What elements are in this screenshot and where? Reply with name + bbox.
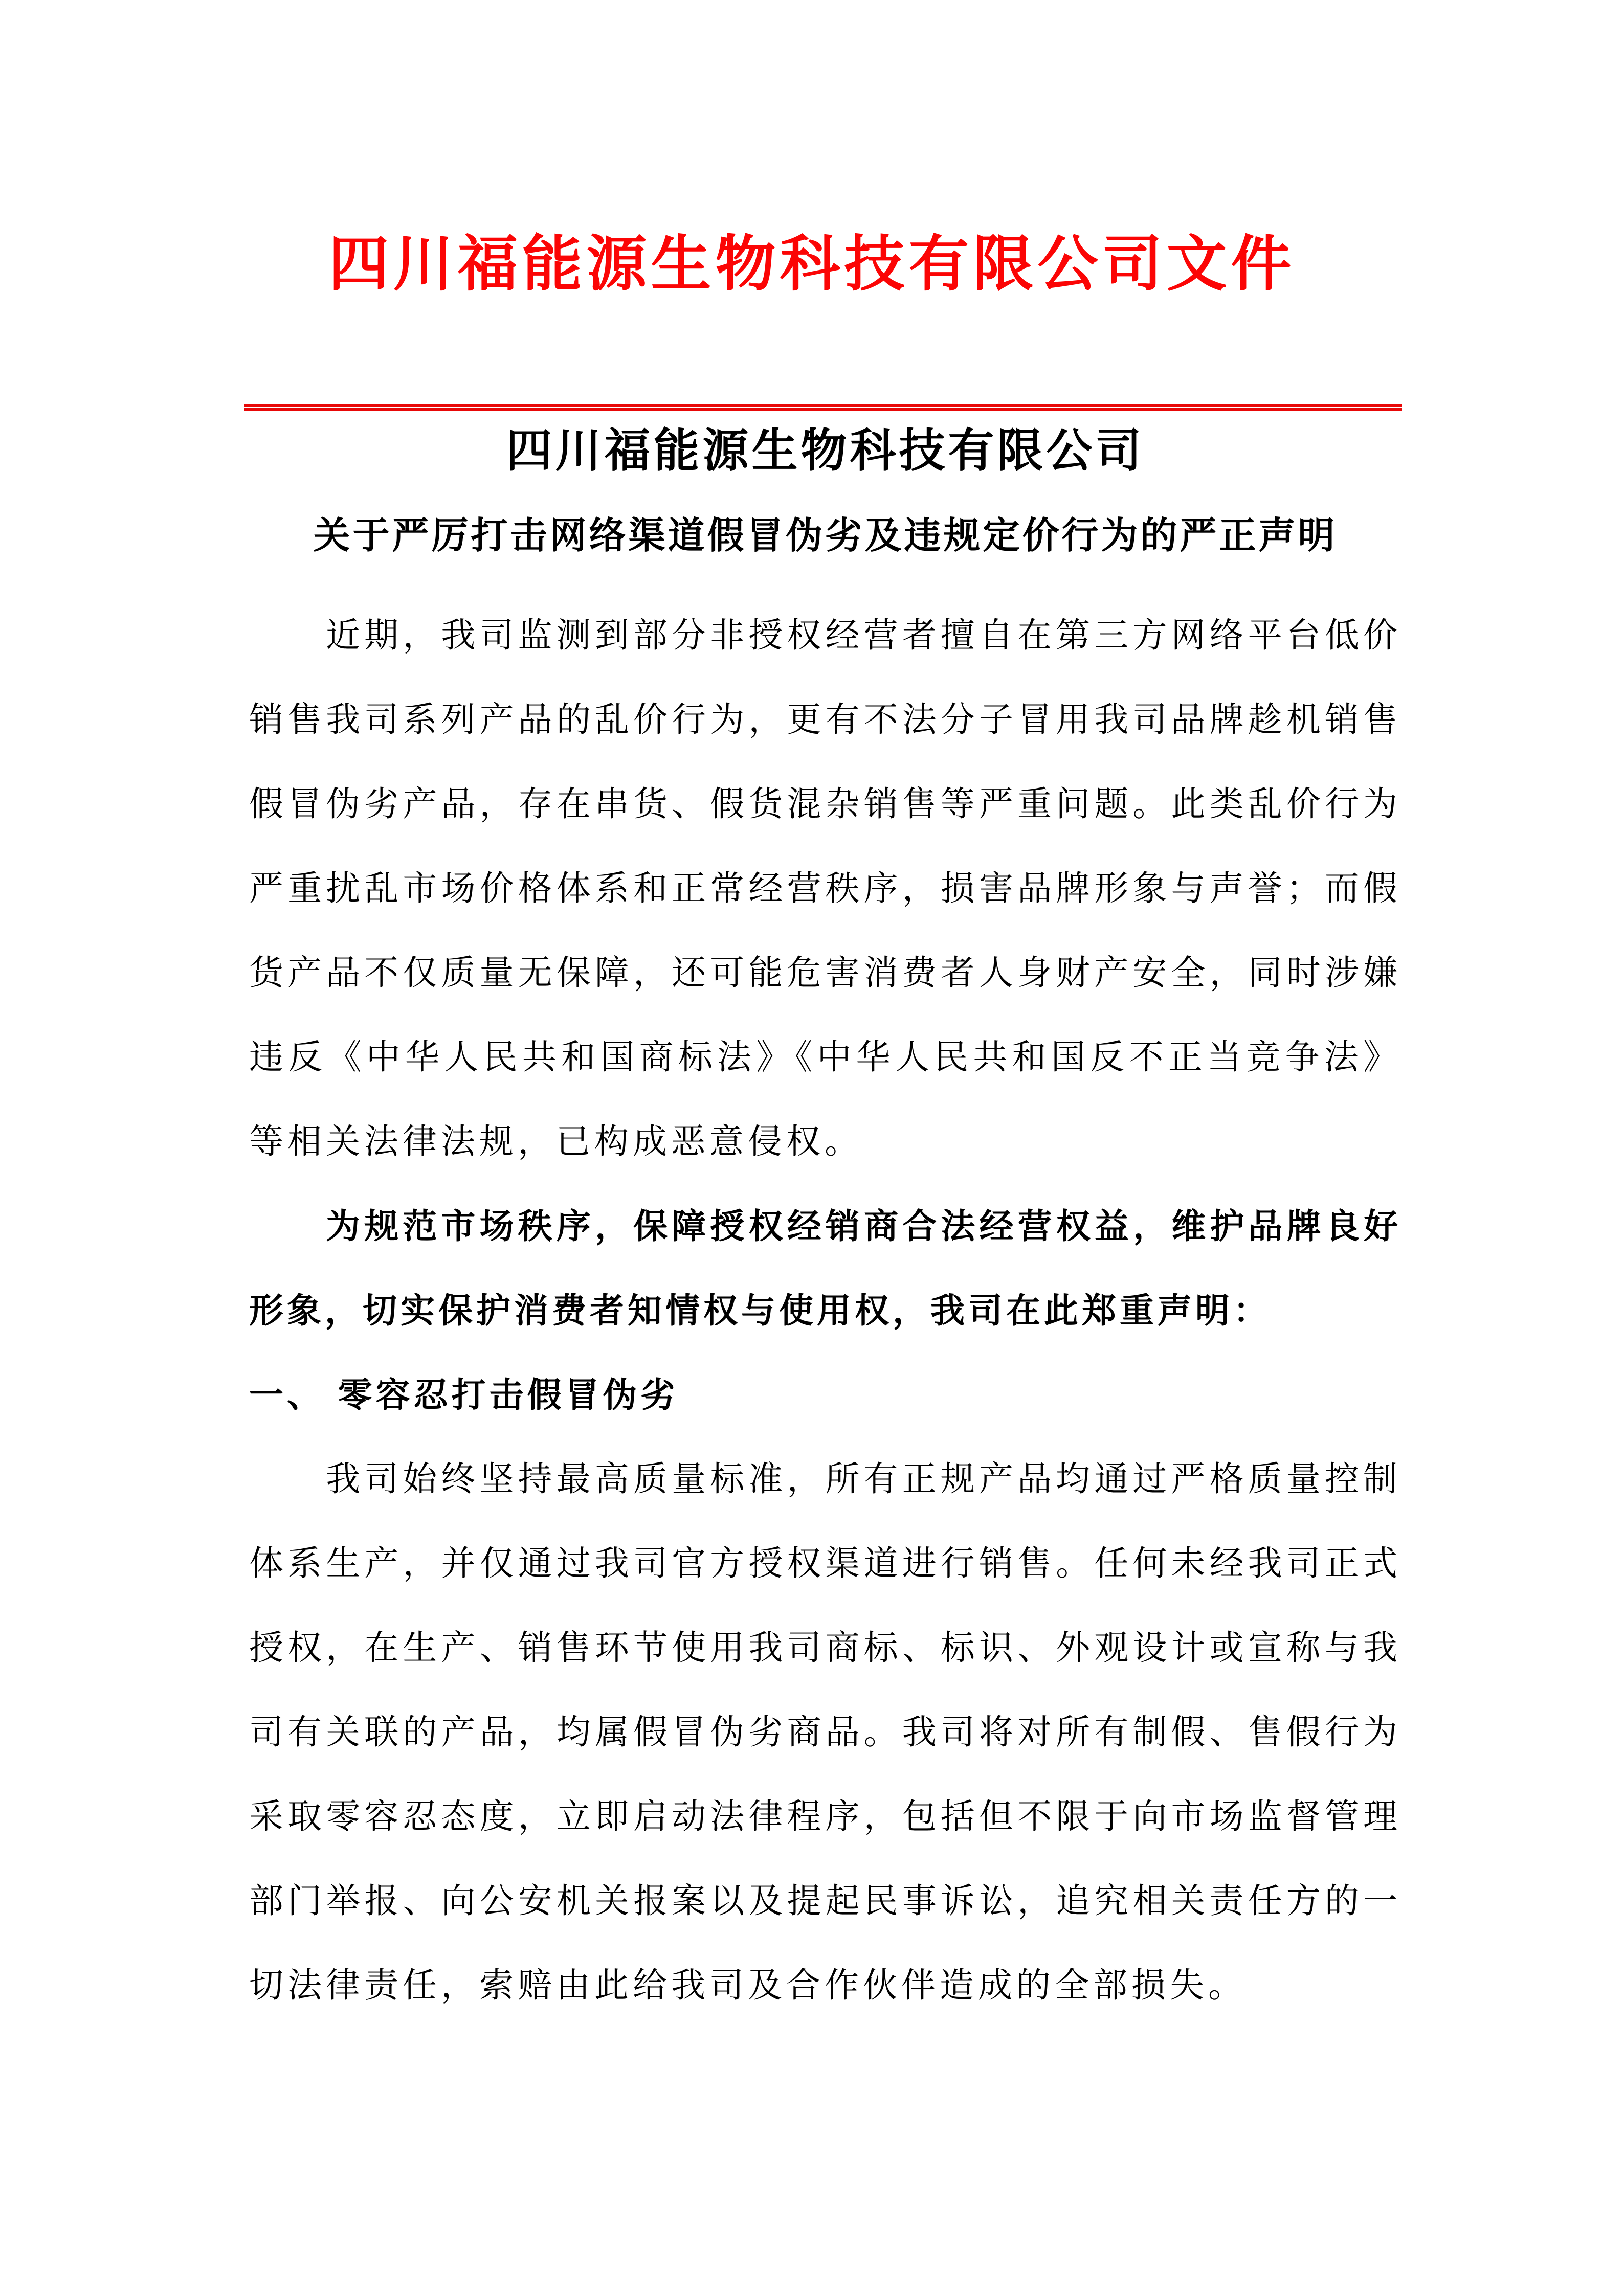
- statement-subtitle: 关于严厉打击网络渠道假冒伪劣及违规定价行为的严正声明: [313, 515, 1338, 556]
- body-line: 假冒伪劣产品，存在串货、假货混杂销售等严重问题。此类乱价行为: [249, 785, 1401, 823]
- document-content: [249, 426, 1401, 2028]
- body-line: 部门举报、向公安机关报案以及提起民事诉讼，追究相关责任方的一: [249, 1882, 1401, 1920]
- body-line: 我司始终坚持最高质量标准，所有正规产品均通过严格质量控制: [326, 1460, 1401, 1498]
- body-line-bold: 形象，切实保护消费者知情权与使用权，我司在此郑重声明：: [249, 1292, 1271, 1330]
- section-heading: 一、 零容忍打击假冒伪劣: [249, 1376, 679, 1414]
- body-line: 严重扰乱市场价格体系和正常经营秩序，损害品牌形象与声誉；而假: [249, 870, 1401, 908]
- body-line: 近期，我司监测到部分非授权经营者擅自在第三方网络平台低价: [326, 617, 1401, 655]
- body-line: 货产品不仅质量无保障，还可能危害消费者人身财产安全，同时涉嫌: [249, 954, 1401, 992]
- red-double-rule: [244, 404, 1402, 411]
- body-line: 等相关法律法规，已构成恶意侵权。: [249, 1123, 863, 1161]
- body-line: 切法律责任，索赔由此给我司及合作伙伴造成的全部损失。: [249, 1967, 1247, 2005]
- statement-body: [249, 594, 1401, 2028]
- body-line: 销售我司系列产品的乱价行为，更有不法分子冒用我司品牌趁机销售: [249, 701, 1401, 739]
- body-line-bold: 为规范市场秩序，保障授权经销商合法经营权益，维护品牌良好: [326, 1207, 1401, 1246]
- body-line: 授权，在生产、销售环节使用我司商标、标识、外观设计或宣称与我: [249, 1629, 1401, 1667]
- document-red-title: 四川福能源生物科技有限公司文件: [328, 231, 1296, 298]
- body-line: 体系生产，并仅通过我司官方授权渠道进行销售。任何未经我司正式: [249, 1545, 1401, 1583]
- company-name-heading: 四川福能源生物科技有限公司: [506, 425, 1145, 477]
- body-line: 司有关联的产品，均属假冒伪劣商品。我司将对所有制假、售假行为: [249, 1714, 1401, 1751]
- body-line: 采取零容忍态度，立即启动法律程序，包括但不限于向市场监督管理: [249, 1798, 1401, 1836]
- body-line: 违反《中华人民共和国商标法》《中华人民共和国反不正当竞争法》: [249, 1039, 1401, 1076]
